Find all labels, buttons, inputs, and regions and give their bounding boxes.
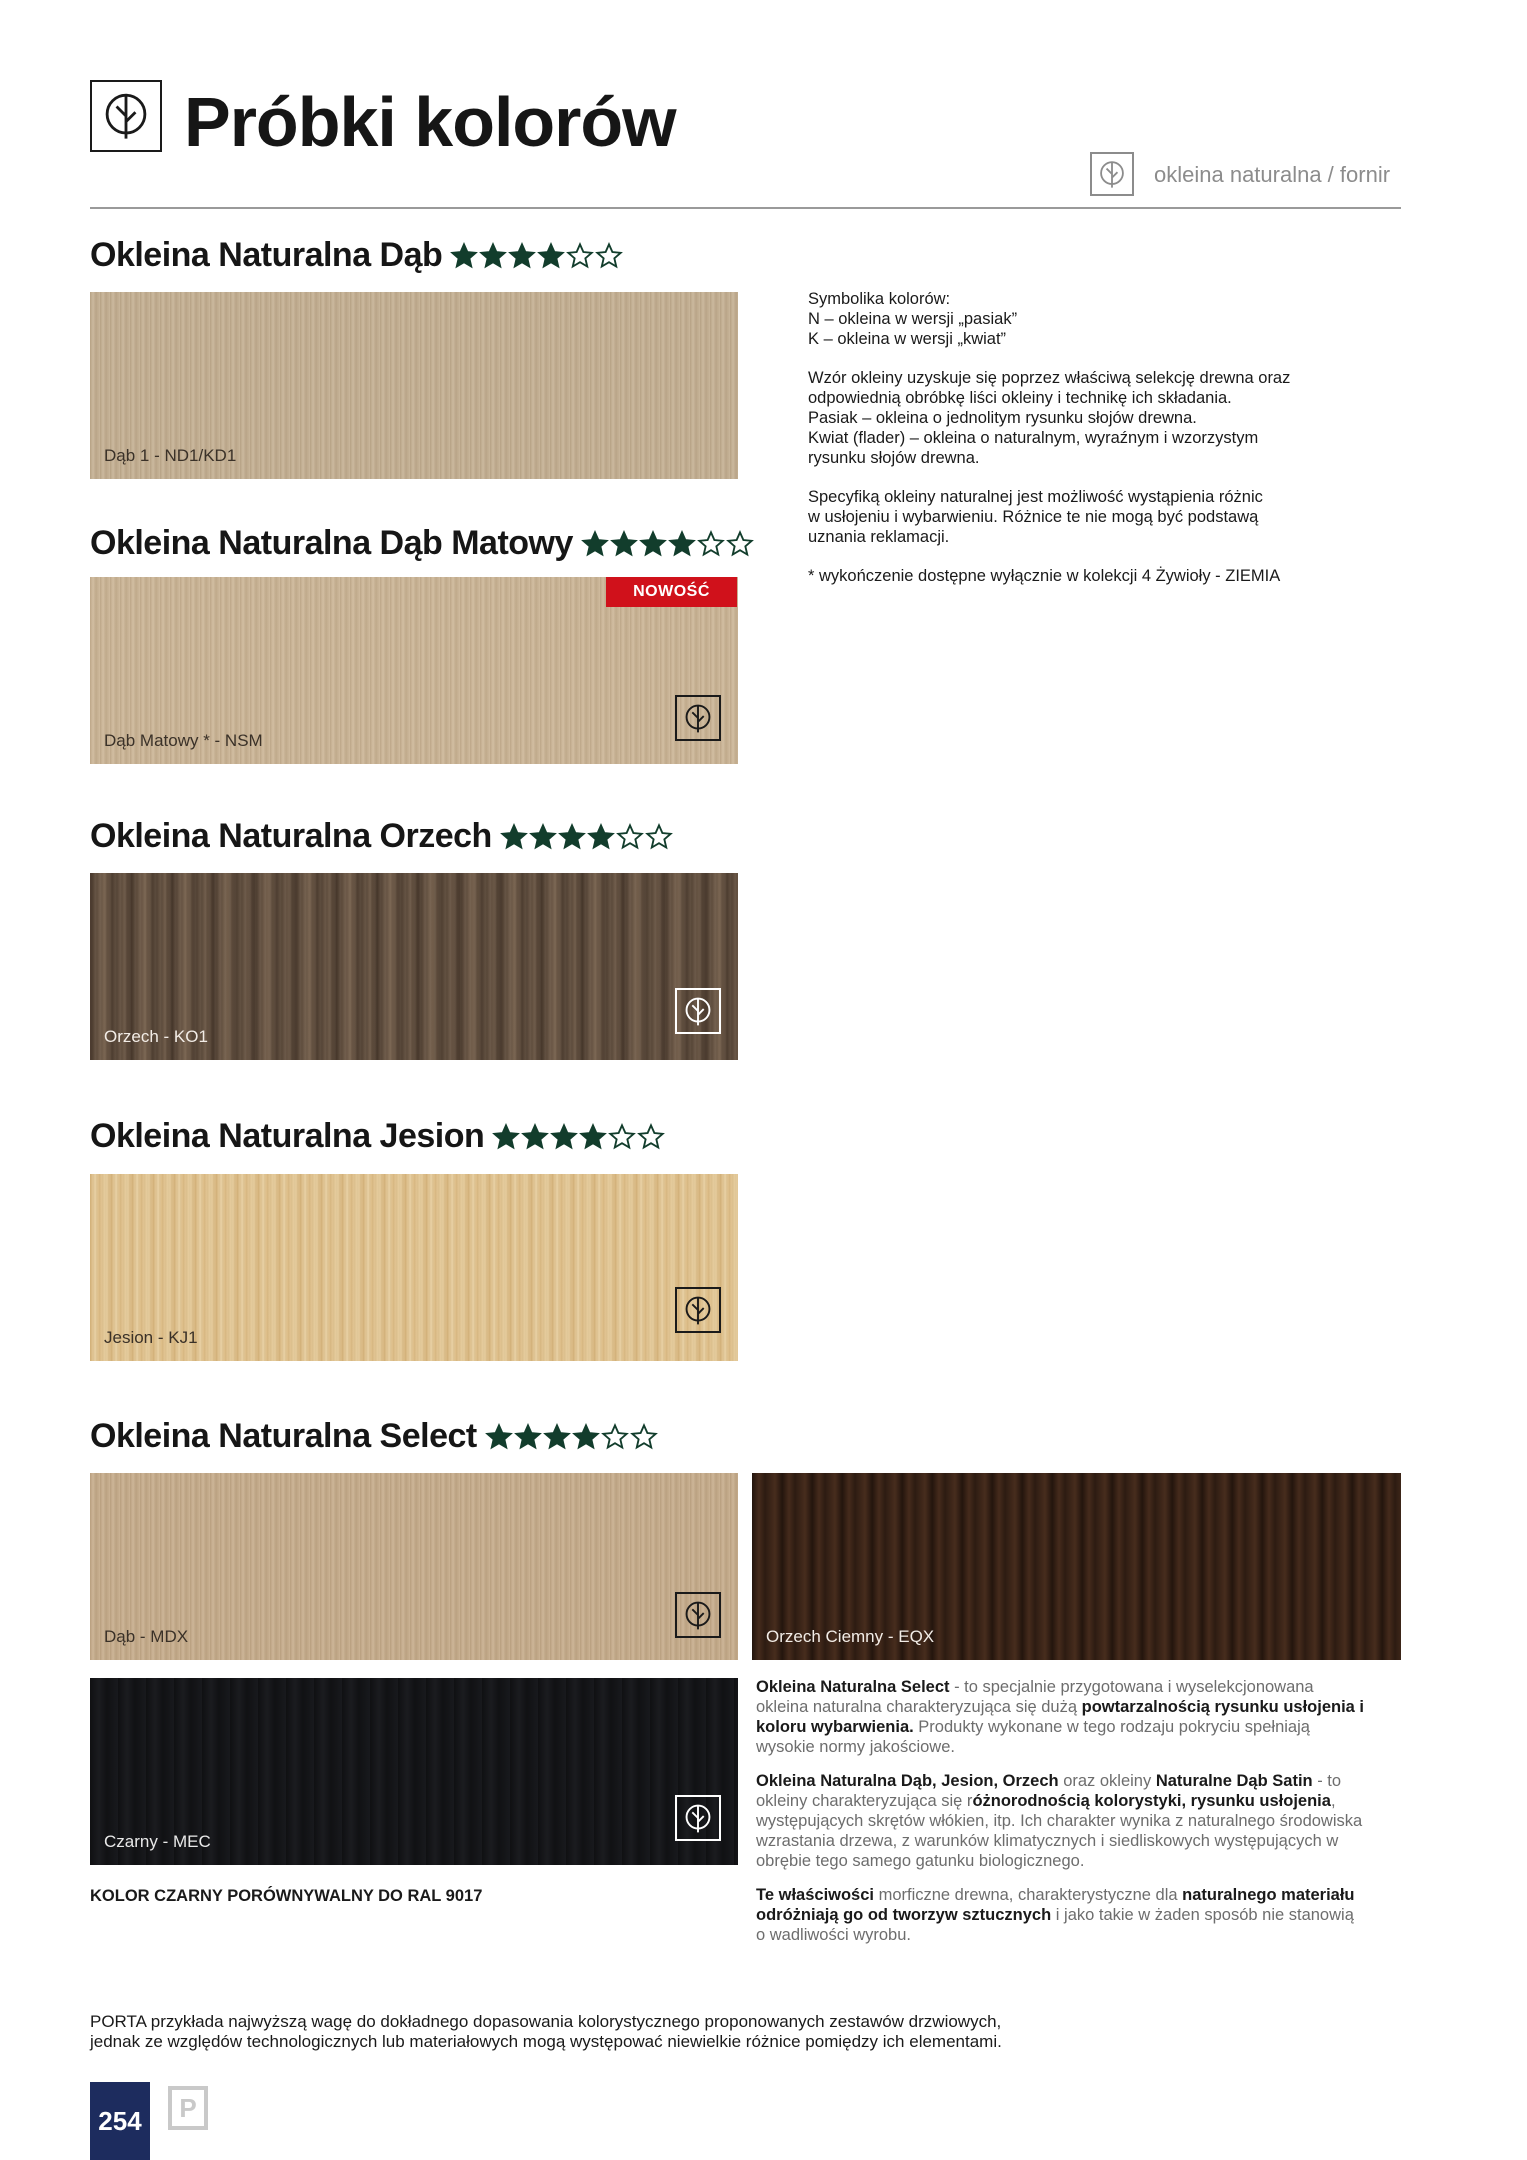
star-filled-icon bbox=[450, 242, 478, 270]
star-empty-icon bbox=[645, 823, 673, 851]
star-filled-icon bbox=[668, 530, 696, 558]
section-title-dab: Okleina Naturalna Dąb bbox=[90, 236, 624, 275]
select-paragraph-3: Te właściwości morficzne drewna, charakterystyczne dla naturalnego materiału odróżniają go od tworzyw sztucznych i jako takie w żaden sposób nie stanowią o wadliwości wyrobu. bbox=[756, 1886, 1355, 1944]
new-badge: NOWOŚĆ bbox=[606, 577, 737, 607]
star-filled-icon bbox=[543, 1423, 571, 1451]
star-filled-icon bbox=[479, 242, 507, 270]
star-filled-icon bbox=[581, 530, 609, 558]
rating-stars bbox=[500, 823, 674, 851]
section-title-select: Okleina Naturalna Select bbox=[90, 1417, 659, 1456]
star-empty-icon bbox=[630, 1423, 658, 1451]
black-color-note: KOLOR CZARNY PORÓWNYWALNY DO RAL 9017 bbox=[90, 1887, 483, 1905]
star-filled-icon bbox=[514, 1423, 542, 1451]
star-empty-icon bbox=[697, 530, 725, 558]
select-paragraph-2: Okleina Naturalna Dąb, Jesion, Orzech oraz okleiny Naturalne Dąb Satin - to okleiny charakteryzująca się różnorodnością kolorystyki, rysunku usłojenia, występujących skrętów włókien, itp. Ich charakter wynika z naturalnego środowiska wzrastania drzewa, z warunków klimatycznych i siedliskowych występujących w obrębie tego samego gatunku biologicznego. bbox=[756, 1772, 1363, 1870]
tree-icon bbox=[1090, 152, 1134, 196]
star-filled-icon bbox=[485, 1423, 513, 1451]
tree-icon bbox=[675, 1795, 721, 1841]
star-filled-icon bbox=[492, 1123, 520, 1151]
brand-logo: P bbox=[168, 2086, 208, 2130]
star-filled-icon bbox=[579, 1123, 607, 1151]
star-empty-icon bbox=[595, 242, 623, 270]
star-empty-icon bbox=[601, 1423, 629, 1451]
star-filled-icon bbox=[550, 1123, 578, 1151]
star-filled-icon bbox=[610, 530, 638, 558]
symbols-block: Symbolika kolorów: N – okleina w wersji „pasiak” K – okleina w wersji „kwiat” bbox=[808, 290, 1018, 348]
section-title-dab-matowy: Okleina Naturalna Dąb Matowy bbox=[90, 524, 755, 563]
variance-note: Specyfiką okleiny naturalnej jest możliwość wystąpienia różnic w usłojeniu i wybarwieniu. Różnice te nie mogą być podstawą uznania reklamacji. bbox=[808, 488, 1263, 546]
star-empty-icon bbox=[726, 530, 754, 558]
star-filled-icon bbox=[500, 823, 528, 851]
tree-icon bbox=[675, 1287, 721, 1333]
select-paragraph-1: Okleina Naturalna Select - to specjalnie przygotowana i wyselekcjonowana okleina naturalna charakteryzująca się dużą powtarzalnością rysunku usłojenia i koloru wybarwienia. Produkty wykonane w tego rodzaju pokryciu spełniają wysokie normy jakościowe. bbox=[756, 1678, 1365, 1756]
rating-stars bbox=[485, 1423, 659, 1451]
star-filled-icon bbox=[639, 530, 667, 558]
rating-stars bbox=[492, 1123, 666, 1151]
rating-stars bbox=[450, 242, 624, 270]
swatch-jesion: Jesion - KJ1 bbox=[90, 1174, 738, 1361]
star-empty-icon bbox=[566, 242, 594, 270]
tree-icon bbox=[675, 695, 721, 741]
star-empty-icon bbox=[616, 823, 644, 851]
swatch-czarny: Czarny - MEC bbox=[90, 1678, 738, 1865]
tree-icon bbox=[675, 988, 721, 1034]
star-filled-icon bbox=[508, 242, 536, 270]
page-number: 254 bbox=[90, 2082, 150, 2160]
star-filled-icon bbox=[558, 823, 586, 851]
tree-icon bbox=[90, 80, 162, 152]
pattern-description: Wzór okleiny uzyskuje się poprzez właściwą selekcję drewna oraz odpowiednią obróbkę liści okleiny i technikę ich składania. Pasiak – okleina o jednolitym rysunku słojów drewna. Kwiat (flader) – okleina o naturalnym, wyraźnym i wzorzystym rysunku słojów drewna. bbox=[808, 369, 1291, 467]
footnote: * wykończenie dostępne wyłącznie w kolekcji 4 Żywioły - ZIEMIA bbox=[808, 567, 1281, 585]
tree-icon bbox=[675, 1592, 721, 1638]
header-divider bbox=[90, 207, 1401, 209]
star-filled-icon bbox=[572, 1423, 600, 1451]
swatch-dab-mdx: Dąb - MDX bbox=[90, 1473, 738, 1660]
star-filled-icon bbox=[587, 823, 615, 851]
star-empty-icon bbox=[608, 1123, 636, 1151]
info-text bbox=[808, 289, 1408, 605]
star-empty-icon bbox=[637, 1123, 665, 1151]
select-description bbox=[756, 1677, 1366, 1959]
disclaimer: PORTA przykłada najwyższą wagę do dokładnego dopasowania kolorystycznego proponowanych zestawów drzwiowych, jednak ze względów technologicznych lub materiałowych mogą występować niewielkie różnice pomiędzy ich elementami. bbox=[90, 2012, 1002, 2051]
swatch-dab-matowy: Dąb Matowy * - NSM bbox=[90, 577, 738, 764]
swatch-orzech-ciemny: Orzech Ciemny - EQX bbox=[752, 1473, 1401, 1660]
swatch-orzech: Orzech - KO1 bbox=[90, 873, 738, 1060]
section-title-orzech: Okleina Naturalna Orzech bbox=[90, 817, 674, 856]
star-filled-icon bbox=[521, 1123, 549, 1151]
section-title-jesion: Okleina Naturalna Jesion bbox=[90, 1117, 666, 1156]
star-filled-icon bbox=[537, 242, 565, 270]
swatch-dab-1: Dąb 1 - ND1/KD1 bbox=[90, 292, 738, 479]
star-filled-icon bbox=[529, 823, 557, 851]
rating-stars bbox=[581, 530, 755, 558]
page-title: Próbki kolorów bbox=[184, 83, 676, 161]
page-subtitle: okleina naturalna / fornir bbox=[1154, 162, 1391, 187]
